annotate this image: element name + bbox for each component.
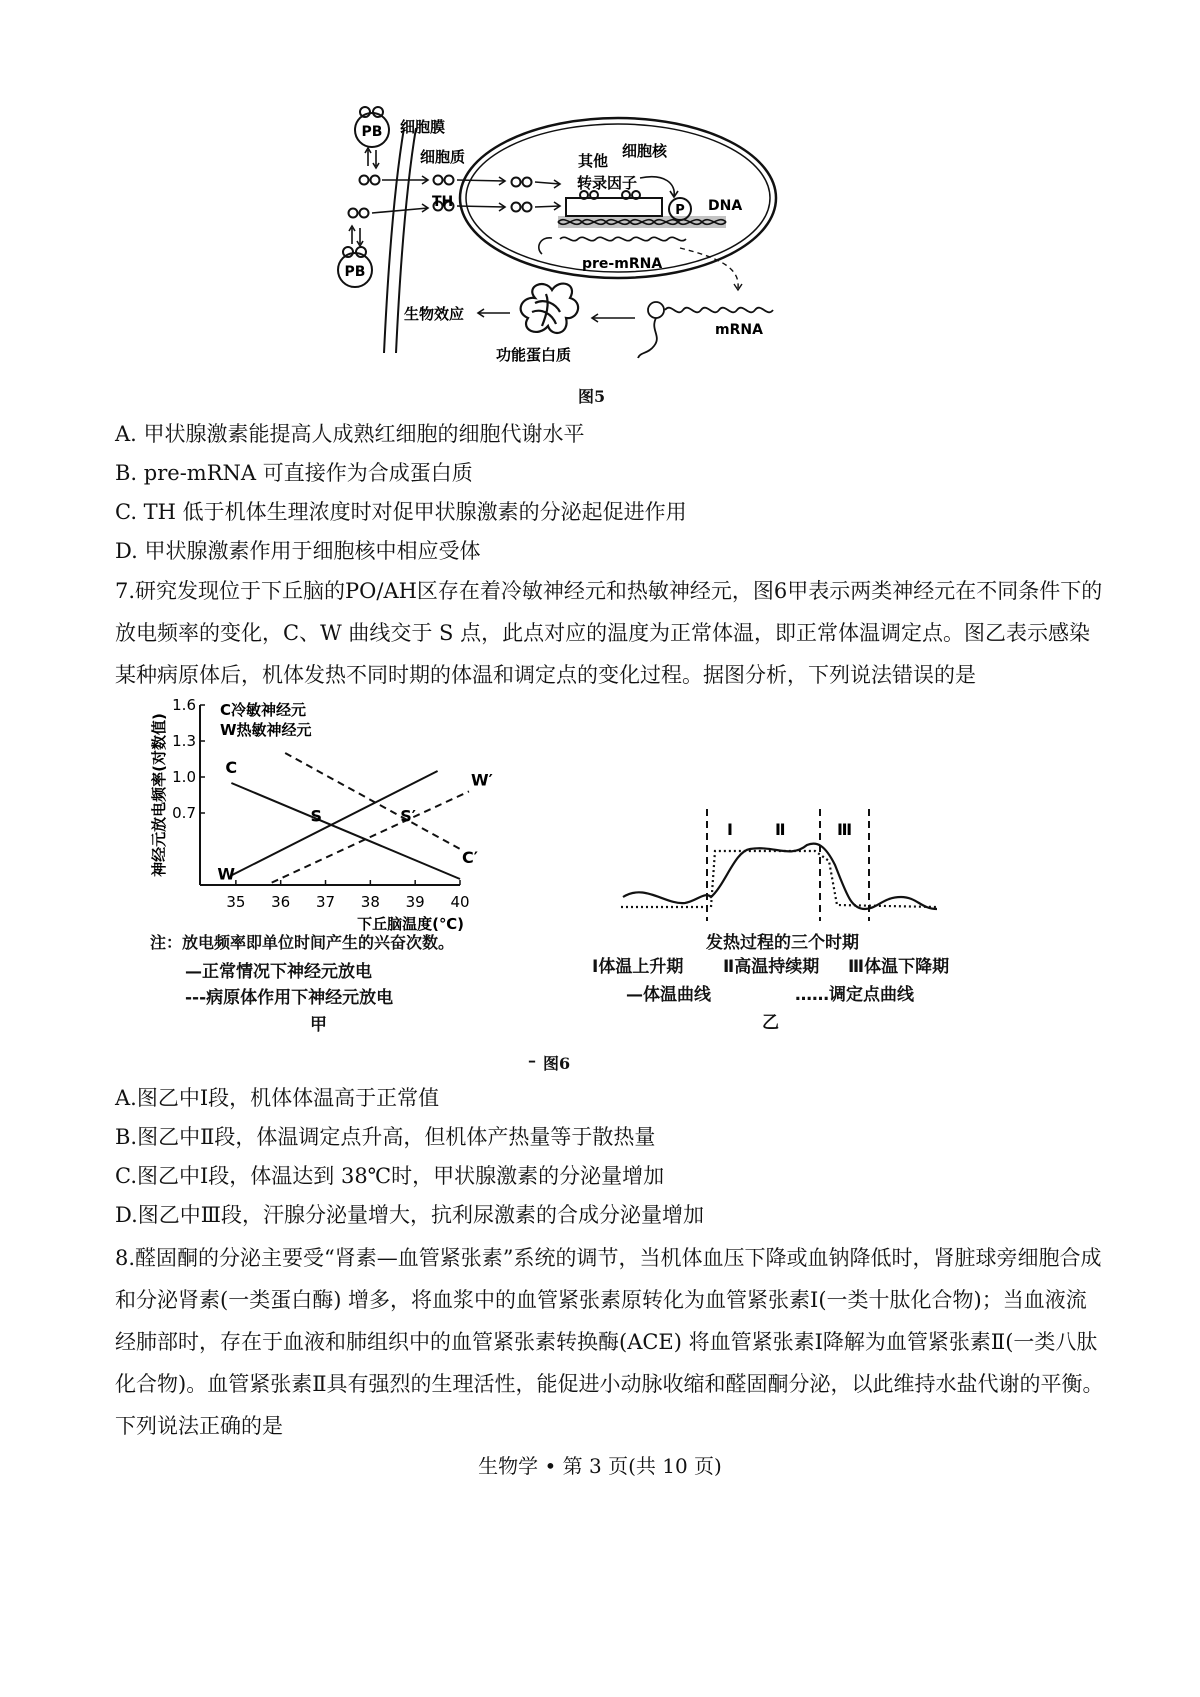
y-tick-label: 1.3 (172, 732, 196, 750)
chart-jia-note: 注：放电频率即单位时间产生的兴奋次数。 (150, 933, 455, 952)
nucleus-label: 细胞核 (622, 142, 668, 160)
chart-yi-sublabel: 乙 (762, 1013, 779, 1033)
cytoplasm-label: 细胞质 (420, 148, 466, 166)
x-tick-label: 37 (315, 893, 336, 911)
q7-option-d: D.图乙中Ⅲ段，汗腺分泌量增大，抗利尿激素的合成分泌量增加 (115, 1203, 705, 1227)
q7-option-a: A.图乙中Ⅰ段，机体体温高于正常值 (115, 1086, 440, 1110)
pb-label-top: PB (361, 124, 383, 140)
x-axis-label: 下丘脑温度(℃) (357, 915, 464, 933)
x-tick-label: 39 (405, 893, 425, 911)
q6-option-c: C. TH 低于机体生理浓度时对促甲状腺激素的分泌起促进作用 (115, 500, 687, 524)
figure-6-caption: 图6 (543, 1054, 571, 1073)
period-i-label: Ⅰ (727, 820, 733, 839)
dna-helix (539, 216, 726, 254)
x-tick-label: 35 (226, 893, 246, 911)
exchange-arrows (349, 148, 379, 246)
q7-stem: 7.研究发现位于下丘脑的PO/AH区存在着冷敏神经元和热敏神经元，图6甲表示两类神经元在不同条件下的放电频率的变化，C、W 曲线交于 S 点，此点对应的温度为正常体温，即正常体温调定点。图乙表示感染某种病原体后，机体发热不同时期的体温和调定点的变化过程。据图分析，下列说法错误的是 (115, 579, 1103, 687)
y-tick-label: 0.7 (172, 804, 196, 822)
chart-yi-title: 发热过程的三个时期 (706, 933, 859, 953)
th-label: TH (432, 194, 454, 210)
point-label-S: S (310, 806, 323, 826)
figure-5-diagram (320, 98, 880, 368)
pb-receptor-top (355, 107, 389, 147)
functional-protein (521, 284, 578, 333)
period-ii-label: Ⅱ (775, 820, 786, 839)
chart-yi-series-temp: —体温曲线 (626, 985, 711, 1005)
series-label-W: W (217, 864, 236, 884)
mrna-label: mRNA (715, 322, 763, 338)
body-temp-curve (623, 844, 937, 909)
chart-yi-legend-iii: Ⅲ体温下降期 (848, 957, 950, 977)
period-iii-label: Ⅲ (837, 820, 853, 839)
other-tf-label-2: 转录因子 (577, 174, 638, 192)
legend-title-line: C冷敏神经元 (220, 701, 307, 719)
series-label-W′: W′ (470, 770, 493, 790)
membrane-label: 细胞膜 (400, 118, 446, 136)
chart-yi-legend-i: Ⅰ体温上升期 (592, 957, 684, 977)
chart-yi-series-setpoint: ……调定点曲线 (795, 985, 914, 1005)
y-axis-label: 神经元放电频率(对数值) (150, 713, 168, 877)
figure-6-chart-yi (615, 805, 945, 925)
figure-5-caption: 图5 (578, 387, 606, 406)
x-tick-label: 40 (450, 893, 470, 911)
chart-jia-legend-normal: —正常情况下神经元放电 (185, 962, 372, 982)
protein-label: 功能蛋白质 (496, 346, 572, 364)
q6-option-b: B. pre-mRNA 可直接作为合成蛋白质 (115, 461, 473, 485)
receptor-complex (566, 191, 662, 216)
effect-label: 生物效应 (404, 305, 465, 323)
chart-yi-legend-ii: Ⅱ高温持续期 (723, 957, 820, 977)
figure-6-caption-dash: – (528, 1051, 536, 1070)
q8-stem: 8.醛固酮的分泌主要受“肾素—血管紧张素”系统的调节，当机体血压下降或血钠降低时，肾脏球旁细胞合成和分泌肾素(一类蛋白酶) 增多，将血浆中的血管紧张素原转化为血管紧张素Ⅰ(一类十肽化合物)；当血液流经肺部时，存在于血液和肺组织中的血管紧张素转换酶(ACE) 将血管紧张素Ⅰ降解为血管紧张素Ⅱ(一类八肽化合物)。血管紧张素Ⅱ具有强烈的生理活性，能促进小动脉收缩和醛固酮分泌，以此维持水盐代谢的平衡。下列说法正确的是 (115, 1246, 1104, 1438)
figure-6-chart-jia (150, 695, 510, 935)
p-label: P (675, 203, 685, 218)
series-label-C′: C′ (462, 848, 478, 867)
series-label-C: C (225, 758, 238, 777)
chart-jia-legend-pathogen: ---病原体作用下神经元放电 (185, 988, 394, 1008)
legend-title-line: W热敏神经元 (220, 721, 312, 739)
y-tick-label: 1.6 (172, 696, 196, 714)
q7-option-b: B.图乙中Ⅱ段，体温调定点升高，但机体产热量等于散热量 (115, 1125, 656, 1149)
q7-option-c: C.图乙中Ⅰ段，体温达到 38℃时，甲状腺激素的分泌量增加 (115, 1164, 665, 1188)
pb-label-bottom: PB (344, 264, 366, 280)
q6-option-a: A. 甲状腺激素能提高人成熟红细胞的细胞代谢水平 (115, 422, 585, 446)
y-tick-label: 1.0 (172, 768, 196, 786)
x-tick-label: 36 (271, 893, 291, 911)
x-tick-label: 38 (360, 893, 380, 911)
chart-jia-sublabel: 甲 (310, 1015, 327, 1035)
other-tf-label-1: 其他 (578, 152, 609, 170)
page-footer: 生物学 • 第 3 页(共 10 页) (478, 1454, 722, 1478)
pre-mrna-label: pre-mRNA (582, 256, 663, 272)
point-label-S′: S′ (400, 806, 416, 826)
q6-option-d: D. 甲状腺激素作用于细胞核中相应受体 (115, 539, 481, 563)
dna-label: DNA (708, 198, 743, 214)
pb-receptor-bottom (338, 247, 372, 287)
